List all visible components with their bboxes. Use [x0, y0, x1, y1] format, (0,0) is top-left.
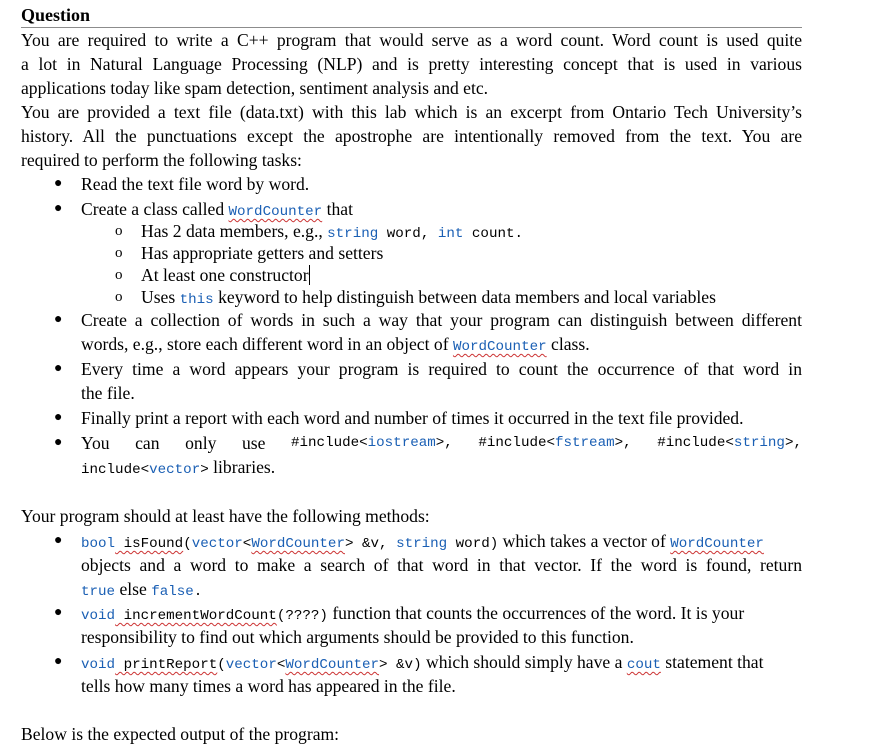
- sub-bullet-icon: o: [115, 223, 123, 239]
- intro-line-6: required to perform the following tasks:: [21, 150, 302, 170]
- task-count-line-2: the file.: [81, 383, 135, 403]
- bullet-icon: ●: [54, 435, 63, 450]
- intro-line-5: history. All the punctuations except the apostrophe are intentionally removed from the text. You are: [21, 126, 802, 146]
- method-isfound-line-2: objects and a word to make a search of that word in that vector. If the word is found, return: [81, 555, 802, 575]
- intro-line-3: applications today like spam detection, sentiment analysis and etc.: [21, 78, 489, 98]
- task-print-report: Finally print a report with each word and number of times it occurred in the text file provided.: [81, 408, 744, 428]
- task-create-class: Create a class called WordCounter that: [81, 199, 353, 220]
- task-collection-line-2: words, e.g., store each different word in an object of WordCounter class.: [81, 334, 590, 355]
- task-read-file: Read the text file word by word.: [81, 174, 310, 194]
- intro-line-2: a lot in Natural Language Processing (NLP) and is pretty interesting concept that is used in various: [21, 54, 802, 74]
- method-printreport-line-1: void printReport(vector<WordCounter> &v) which should simply have a cout statement that: [81, 652, 764, 673]
- method-printreport-line-2: tells how many times a word has appeared in the file.: [81, 676, 456, 696]
- sub-bullet-icon: o: [115, 245, 123, 261]
- bullet-icon: ●: [54, 361, 63, 376]
- task-libraries-line-2: include<vector> libraries.: [81, 457, 276, 478]
- bullet-icon: ●: [54, 605, 63, 620]
- subtask-getters-setters: Has appropriate getters and setters: [141, 243, 384, 263]
- task-collection-line-1: Create a collection of words in such a way that your program can distinguish between different: [81, 310, 802, 330]
- task-libraries-line-1: You can only use #include<iostream>, #include<fstream>, #include<string>,: [81, 433, 802, 453]
- methods-intro: Your program should at least have the following methods:: [21, 506, 430, 526]
- expected-output-label: Below is the expected output of the program:: [21, 724, 340, 744]
- bullet-icon: ●: [54, 410, 63, 425]
- bullet-icon: ●: [54, 533, 63, 548]
- subtask-constructor[interactable]: At least one constructor: [141, 265, 309, 285]
- sub-bullet-icon: o: [115, 289, 123, 305]
- method-increment-line-1: void incrementWordCount(????) function that counts the occurrences of the word. It is your: [81, 603, 745, 624]
- bullet-icon: ●: [54, 201, 63, 216]
- method-increment-line-2: responsibility to find out which arguments should be provided to this function.: [81, 627, 634, 647]
- method-isfound-line-1: bool isFound(vector<WordCounter> &v, string word) which takes a vector of WordCounter: [81, 531, 764, 552]
- question-heading: Question: [21, 3, 802, 28]
- intro-line-4: You are provided a text file (data.txt) with this lab which is an excerpt from Ontario Tech University’s: [21, 102, 802, 122]
- task-count-line-1: Every time a word appears your program is required to count the occurrence of that word in: [81, 359, 802, 379]
- method-isfound-line-3: true else false.: [81, 579, 203, 600]
- bullet-icon: ●: [54, 176, 63, 191]
- subtask-data-members: Has 2 data members, e.g., string word, int count.: [141, 221, 524, 242]
- sub-bullet-icon: o: [115, 267, 123, 283]
- intro-line-1: You are required to write a C++ program that would serve as a word count. Word count is used quite: [21, 30, 802, 50]
- subtask-this-keyword: Uses this keyword to help distinguish between data members and local variables: [141, 287, 716, 308]
- bullet-icon: ●: [54, 312, 63, 327]
- bullet-icon: ●: [54, 654, 63, 669]
